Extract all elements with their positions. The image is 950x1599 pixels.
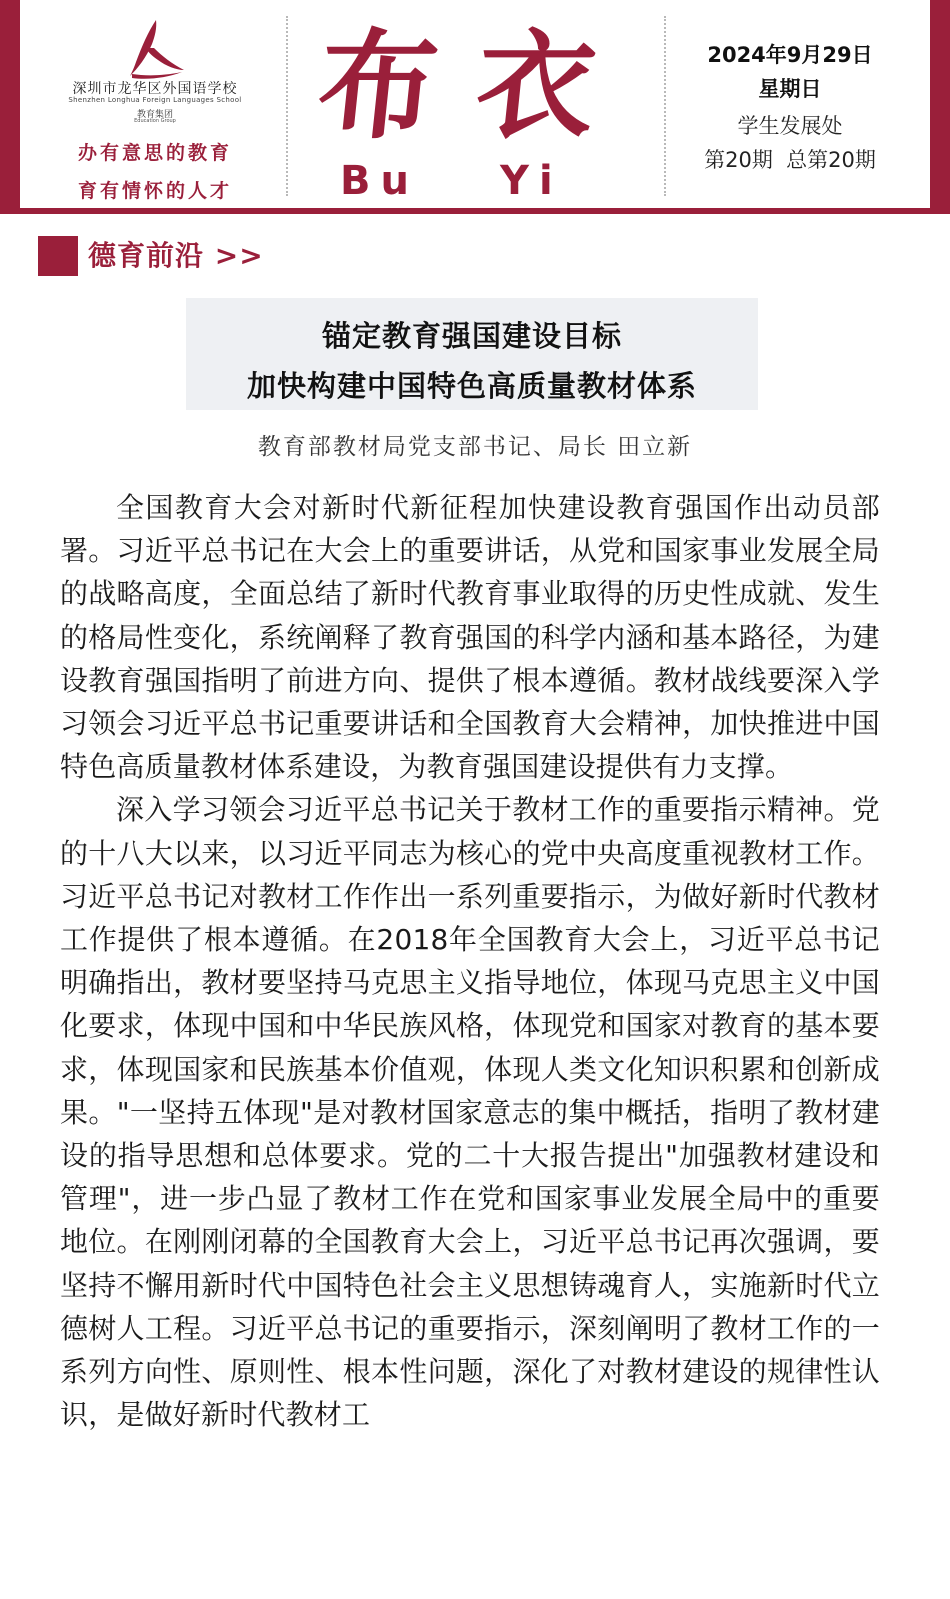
school-name: 深圳市龙华区外国语学校: [72, 81, 238, 97]
newsletter-title-latin-part: Yi: [500, 158, 563, 204]
article-paragraph: 全国教育大会对新时代新征程加快建设教育强国作出动员部署。习近平总书记在大会上的重要讲话，从党和国家事业发展全局的战略高度，全面总结了新时代教育事业取得的历史性成就、发生的格局性变化，系统阐释了教育强国的科学内涵和基本路径，为建设教育强国指明了前进方向、提供了根本遵循。教材战线要深入学习领会习近平总书记重要讲话和全国教育大会精神，加快推进中国特色高质量教材体系建设，为教育强国建设提供有力支撑。: [60, 491, 880, 784]
school-name-english: Shenzhen Longhua Foreign Languages School: [68, 96, 242, 104]
school-motto-line: 办有意思的教育: [77, 142, 232, 164]
school-logo-icon: [126, 18, 186, 80]
masthead-right-bar: [930, 0, 950, 214]
article-title: 锚定教育强国建设目标: [321, 319, 622, 353]
masthead: [0, 0, 950, 214]
issuing-department: 学生发展处: [737, 114, 843, 138]
masthead-left-bar: [0, 0, 20, 214]
section-marker: [38, 236, 78, 276]
masthead-bottom-rule: [0, 208, 950, 214]
newsletter-title: 布衣: [311, 16, 643, 155]
newsletter-title-latin: [340, 158, 610, 204]
issue-number: 第20期 总第20期: [704, 148, 876, 172]
section-title: 德育前沿 >>: [88, 239, 264, 272]
article-byline: 教育部教材局党支部书记、局长 田立新: [257, 434, 693, 460]
education-group-label: 教育集团: [136, 110, 173, 120]
school-motto-line: 育有情怀的人才: [77, 180, 232, 202]
article-body: [60, 486, 880, 1436]
masthead-divider: [286, 16, 288, 196]
article-subtitle: 加快构建中国特色高质量教材体系: [246, 369, 697, 403]
masthead-divider: [664, 16, 666, 196]
article-paragraph: 深入学习领会习近平总书记关于教材工作的重要指示精神。党的十八大以来，以习近平同志为核心的党中央高度重视教材工作。习近平总书记对教材工作作出一系列重要指示，为做好新时代教材工作提供了根本遵循。在2018年全国教育大会上，习近平总书记明确指出，教材要坚持马克思主义指导地位，体现马克思主义中国化要求，体现中国和中华民族风格，体现党和国家对教育的基本要求，体现国家和民族基本价值观，体现人类文化知识积累和创新成果。"一坚持五体现"是对教材国家意志的集中概括，指明了教材建设的指导思想和总体要求。党的二十大报告提出"加强教材建设和管理"，进一步凸显了教材工作在党和国家事业发展全局中的重要地位。在刚刚闭幕的全国教育大会上，习近平总书记再次强调，要坚持不懈用新时代中国特色社会主义思想铸魂育人，实施新时代立德树人工程。习近平总书记的重要指示，深刻阐明了教材工作的一系列方向性、原则性、根本性问题，深化了对教材建设的规律性认识，是做好新时代教材工: [60, 793, 880, 1432]
issue-date: 2024年9月29日: [707, 43, 873, 67]
education-group-label-english: Education Group: [134, 118, 176, 124]
newsletter-title-latin-part: Bu: [340, 158, 419, 204]
issue-weekday: 星期日: [758, 77, 822, 101]
